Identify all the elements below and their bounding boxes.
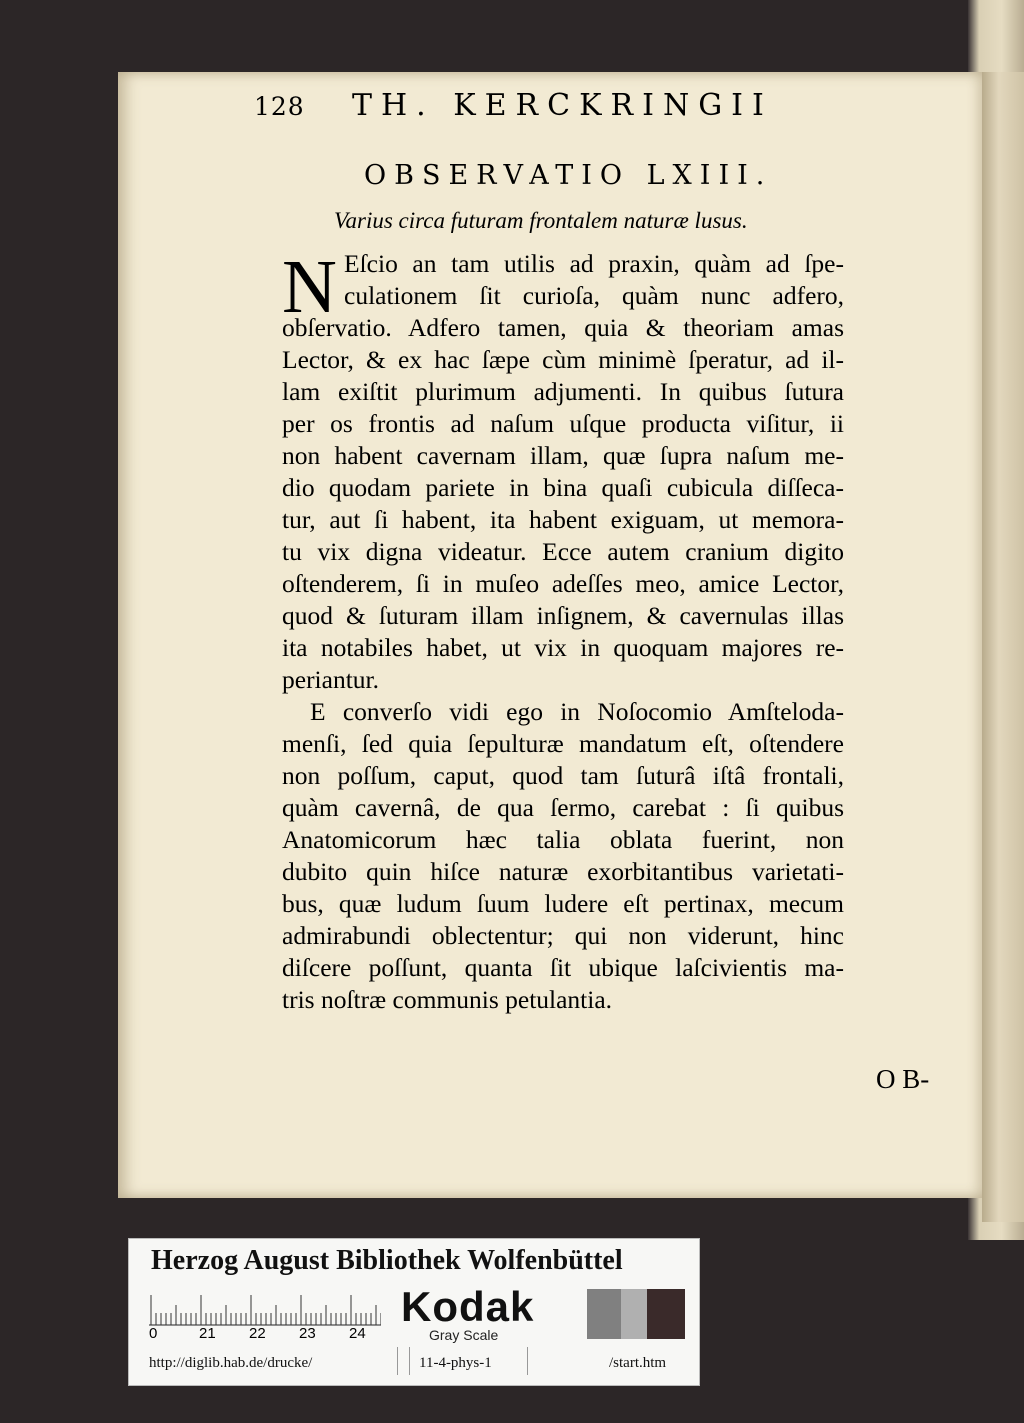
catchword: O B-	[876, 1064, 930, 1094]
text-line: periantur.	[282, 665, 380, 694]
card-title: Herzog August Bibliothek Wolfenbüttel	[151, 1245, 623, 1276]
text-line: bus, quæ ludum ſuum ludere eſt pertinax, mecum	[282, 889, 844, 918]
gray-scale-label: Gray Scale	[429, 1327, 499, 1343]
url-start: /start.htm	[609, 1355, 667, 1371]
text-line: dio quodam pariete in bina quaſi cubicula diſſeca-	[282, 473, 844, 502]
url-shelfmark: 11-4-phys-1	[419, 1355, 492, 1371]
page-header	[254, 88, 854, 128]
gray-swatch-light	[621, 1289, 647, 1339]
text-line: quàm cavernâ, de qua ſermo, carebat : ſi quibus	[282, 793, 844, 822]
text-line: lam exiſtit plurimum adjumenti. In quibus ſutura	[282, 377, 844, 406]
text-line: tris noſtræ communis petulantia.	[282, 985, 613, 1014]
gray-swatch-medium	[587, 1289, 621, 1339]
running-head: TH. KERCKRINGII	[352, 88, 773, 123]
page-number: 128	[254, 92, 305, 121]
ruler-number: 0	[149, 1325, 158, 1342]
library-color-card	[128, 1238, 700, 1386]
ruler-number: 23	[299, 1325, 316, 1342]
ruler-scale	[149, 1287, 381, 1327]
body-text	[282, 245, 844, 1016]
card-separator	[409, 1347, 410, 1375]
text-line: tu vix digna videatur. Ecce autem cranium digito	[282, 537, 844, 566]
text-line: Eſcio an tam utilis ad praxin, quàm ad ſpe-	[344, 249, 844, 278]
drop-capital: N	[282, 245, 337, 329]
text-line: diſcere poſſunt, quanta ſit ubique laſcivientis ma-	[282, 953, 844, 982]
gray-swatches	[587, 1289, 685, 1339]
text-line: non poſſum, caput, quod tam ſuturâ iſtâ frontali,	[282, 761, 844, 790]
text-line: E converſo vidi ego in Noſocomio Amſteloda-	[310, 697, 844, 726]
text-line: oſtenderem, ſi in muſeo adeſſes meo, amice Lector,	[282, 569, 844, 598]
adjacent-page-edge	[982, 72, 1024, 1222]
text-line: obſervatio. Adfero tamen, quia & theoriam amas	[282, 313, 844, 342]
ruler-number: 24	[349, 1325, 366, 1342]
card-separator	[527, 1347, 528, 1375]
url-base: http://diglib.hab.de/drucke/	[149, 1355, 313, 1371]
card-separator	[397, 1347, 398, 1375]
text-line: quod & ſuturam illam inſignem, & cavernulas illas	[282, 601, 844, 630]
text-line: admirabundi oblectentur; qui non viderunt, hinc	[282, 921, 844, 950]
gray-swatch-dark	[647, 1289, 685, 1339]
text-line: per os frontis ad naſum uſque producta viſitur, ii	[282, 409, 844, 438]
text-line: dubito quin hiſce naturæ exorbitantibus varietati-	[282, 857, 844, 886]
ruler-number: 21	[199, 1325, 216, 1342]
text-line: menſi, ſed quia ſepulturæ mandatum eſt, oſtendere	[282, 729, 844, 758]
text-line: tur, aut ſi habent, ita habent exiguam, ut memora-	[282, 505, 844, 534]
ruler-number: 22	[249, 1325, 266, 1342]
text-line: non habent cavernam illam, quæ ſupra naſum me-	[282, 441, 844, 470]
kodak-logo: Kodak	[401, 1283, 535, 1330]
text-line: Lector, & ex hac ſæpe cùm minimè ſperatur, ad il-	[282, 345, 844, 374]
text-line: culationem ſit curioſa, quàm nunc adfero,	[344, 281, 844, 310]
text-line: ita notabiles habet, ut vix in quoquam majores re-	[282, 633, 844, 662]
text-line: Anatomicorum hæc talia oblata fuerint, non	[282, 825, 844, 854]
observation-subtitle: Varius circa futuram frontalem naturæ lusus.	[334, 208, 748, 233]
observation-title: OBSERVATIO LXIII.	[364, 160, 773, 191]
